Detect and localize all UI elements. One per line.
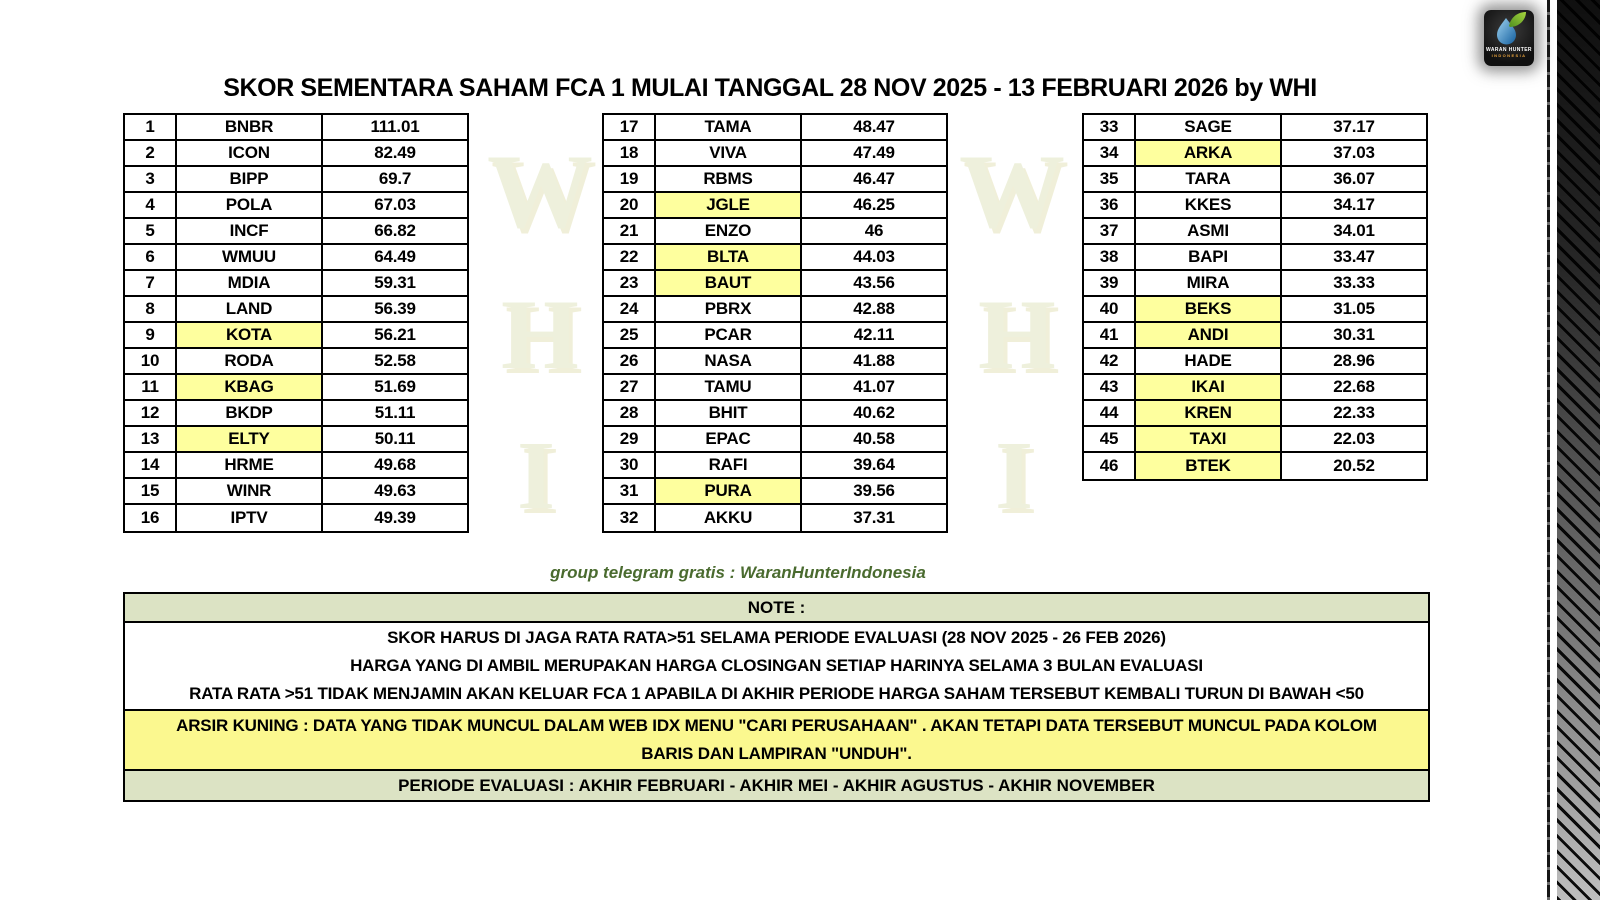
rank-cell: 42 bbox=[1084, 349, 1136, 373]
ticker-cell: ENZO bbox=[656, 219, 802, 243]
table-row bbox=[1084, 141, 1426, 167]
ticker-cell: ELTY bbox=[177, 427, 323, 451]
score-cell: 31.05 bbox=[1282, 297, 1426, 321]
rank-cell: 34 bbox=[1084, 141, 1136, 165]
ticker-cell: PCAR bbox=[656, 323, 802, 347]
note-yellow-block bbox=[125, 711, 1428, 771]
rank-cell: 7 bbox=[125, 271, 177, 295]
table-row bbox=[1084, 401, 1426, 427]
watermark-letter-h: H bbox=[978, 279, 1056, 390]
rank-cell: 36 bbox=[1084, 193, 1136, 217]
score-cell: 34.01 bbox=[1282, 219, 1426, 243]
note-yellow-line-2: BARIS DAN LAMPIRAN "UNDUH". bbox=[641, 744, 912, 763]
ticker-cell: BIPP bbox=[177, 167, 323, 191]
rank-cell: 41 bbox=[1084, 323, 1136, 347]
score-table-ranks-17-32 bbox=[602, 113, 948, 533]
ticker-cell: EPAC bbox=[656, 427, 802, 451]
score-cell: 22.33 bbox=[1282, 401, 1426, 425]
score-cell: 39.56 bbox=[802, 479, 946, 503]
score-cell: 56.39 bbox=[323, 297, 467, 321]
rank-cell: 23 bbox=[604, 271, 656, 295]
carbon-fiber-edge-strip bbox=[1557, 0, 1600, 900]
ticker-cell: KBAG bbox=[177, 375, 323, 399]
note-line-1: SKOR HARUS DI JAGA RATA RATA>51 SELAMA PERIODE EVALUASI (28 NOV 2025 - 26 FEB 2026) bbox=[387, 628, 1166, 647]
ticker-cell: TARA bbox=[1136, 167, 1282, 191]
rank-cell: 37 bbox=[1084, 219, 1136, 243]
table-row bbox=[125, 141, 467, 167]
watermark-letter-w: W bbox=[487, 133, 593, 250]
table-row bbox=[604, 297, 946, 323]
ticker-cell: PURA bbox=[656, 479, 802, 503]
page-title: SKOR SEMENTARA SAHAM FCA 1 MULAI TANGGAL 28 NOV 2025 - 13 FEBRUARI 2026 by WHI bbox=[223, 74, 1317, 102]
ticker-cell: BHIT bbox=[656, 401, 802, 425]
rank-cell: 14 bbox=[125, 453, 177, 477]
score-cell: 41.07 bbox=[802, 375, 946, 399]
table-row bbox=[1084, 297, 1426, 323]
dashed-divider-line bbox=[1547, 0, 1550, 900]
rank-cell: 35 bbox=[1084, 167, 1136, 191]
watermark-letter-i: I bbox=[995, 422, 1034, 530]
table-row bbox=[604, 375, 946, 401]
ticker-cell: WINR bbox=[177, 479, 323, 503]
ticker-cell: RODA bbox=[177, 349, 323, 373]
rank-cell: 22 bbox=[604, 245, 656, 269]
note-yellow-line-1: ARSIR KUNING : DATA YANG TIDAK MUNCUL DALAM WEB IDX MENU "CARI PERUSAHAAN" . AKAN TETAPI DATA TERSEBUT MUNCUL PADA KOLOM bbox=[176, 716, 1377, 735]
ticker-cell: LAND bbox=[177, 297, 323, 321]
ticker-cell: BKDP bbox=[177, 401, 323, 425]
rank-cell: 1 bbox=[125, 115, 177, 139]
score-cell: 82.49 bbox=[323, 141, 467, 165]
table-row bbox=[125, 115, 467, 141]
table-row bbox=[125, 427, 467, 453]
score-table-ranks-1-16 bbox=[123, 113, 469, 533]
table-row bbox=[125, 167, 467, 193]
table-row bbox=[125, 349, 467, 375]
table-row bbox=[604, 271, 946, 297]
score-cell: 39.64 bbox=[802, 453, 946, 477]
table-row bbox=[604, 453, 946, 479]
score-cell: 49.68 bbox=[323, 453, 467, 477]
ticker-cell: TAMA bbox=[656, 115, 802, 139]
table-row bbox=[1084, 323, 1426, 349]
rank-cell: 20 bbox=[604, 193, 656, 217]
ticker-cell: ANDI bbox=[1136, 323, 1282, 347]
table-row bbox=[125, 245, 467, 271]
rank-cell: 45 bbox=[1084, 427, 1136, 451]
table-row bbox=[604, 115, 946, 141]
rank-cell: 19 bbox=[604, 167, 656, 191]
rank-cell: 5 bbox=[125, 219, 177, 243]
score-cell: 49.39 bbox=[323, 505, 467, 531]
table-row bbox=[604, 401, 946, 427]
score-cell: 47.49 bbox=[802, 141, 946, 165]
ticker-cell: RBMS bbox=[656, 167, 802, 191]
ticker-cell: BAUT bbox=[656, 271, 802, 295]
rank-cell: 33 bbox=[1084, 115, 1136, 139]
watermark-letter-h: H bbox=[501, 279, 579, 390]
score-cell: 59.31 bbox=[323, 271, 467, 295]
rank-cell: 12 bbox=[125, 401, 177, 425]
note-footer-periode: PERIODE EVALUASI : AKHIR FEBRUARI - AKHIR MEI - AKHIR AGUSTUS - AKHIR NOVEMBER bbox=[125, 771, 1428, 800]
score-cell: 37.31 bbox=[802, 505, 946, 531]
rank-cell: 18 bbox=[604, 141, 656, 165]
ticker-cell: JGLE bbox=[656, 193, 802, 217]
ticker-cell: BLTA bbox=[656, 245, 802, 269]
watermark-letter-w: W bbox=[959, 133, 1065, 250]
score-table-ranks-33-46 bbox=[1082, 113, 1428, 481]
table-row bbox=[125, 219, 467, 245]
score-cell: 37.17 bbox=[1282, 115, 1426, 139]
table-row bbox=[1084, 427, 1426, 453]
score-cell: 20.52 bbox=[1282, 453, 1426, 479]
table-row bbox=[604, 427, 946, 453]
table-row bbox=[125, 323, 467, 349]
rank-cell: 28 bbox=[604, 401, 656, 425]
rank-cell: 8 bbox=[125, 297, 177, 321]
rank-cell: 39 bbox=[1084, 271, 1136, 295]
ticker-cell: KKES bbox=[1136, 193, 1282, 217]
score-cell: 111.01 bbox=[323, 115, 467, 139]
score-cell: 67.03 bbox=[323, 193, 467, 217]
table-row bbox=[125, 453, 467, 479]
table-row bbox=[604, 245, 946, 271]
table-row bbox=[125, 271, 467, 297]
ticker-cell: INCF bbox=[177, 219, 323, 243]
ticker-cell: VIVA bbox=[656, 141, 802, 165]
score-cell: 37.03 bbox=[1282, 141, 1426, 165]
ticker-cell: IPTV bbox=[177, 505, 323, 531]
telegram-group-line: group telegram gratis : WaranHunterIndonesia bbox=[550, 563, 926, 582]
rank-cell: 44 bbox=[1084, 401, 1136, 425]
waran-hunter-indonesia-logo bbox=[1484, 10, 1534, 66]
table-row bbox=[1084, 167, 1426, 193]
rank-cell: 17 bbox=[604, 115, 656, 139]
ticker-cell: MIRA bbox=[1136, 271, 1282, 295]
rank-cell: 10 bbox=[125, 349, 177, 373]
rank-cell: 43 bbox=[1084, 375, 1136, 399]
score-cell: 30.31 bbox=[1282, 323, 1426, 347]
table-row bbox=[604, 323, 946, 349]
ticker-cell: MDIA bbox=[177, 271, 323, 295]
score-cell: 64.49 bbox=[323, 245, 467, 269]
table-row bbox=[125, 479, 467, 505]
ticker-cell: RAFI bbox=[656, 453, 802, 477]
ticker-cell: ASMI bbox=[1136, 219, 1282, 243]
table-row bbox=[604, 479, 946, 505]
ticker-cell: AKKU bbox=[656, 505, 802, 531]
score-cell: 43.56 bbox=[802, 271, 946, 295]
ticker-cell: ARKA bbox=[1136, 141, 1282, 165]
rank-cell: 40 bbox=[1084, 297, 1136, 321]
ticker-cell: BAPI bbox=[1136, 245, 1282, 269]
table-row bbox=[125, 193, 467, 219]
ticker-cell: BEKS bbox=[1136, 297, 1282, 321]
rank-cell: 38 bbox=[1084, 245, 1136, 269]
table-row bbox=[1084, 245, 1426, 271]
table-row bbox=[125, 505, 467, 531]
logo-text-line2: INDONESIA bbox=[1491, 53, 1527, 58]
rank-cell: 26 bbox=[604, 349, 656, 373]
watermark-letter-i: I bbox=[517, 422, 556, 530]
rank-cell: 30 bbox=[604, 453, 656, 477]
rank-cell: 25 bbox=[604, 323, 656, 347]
rank-cell: 32 bbox=[604, 505, 656, 531]
score-cell: 40.62 bbox=[802, 401, 946, 425]
table-row bbox=[125, 401, 467, 427]
score-cell: 44.03 bbox=[802, 245, 946, 269]
ticker-cell: TAXI bbox=[1136, 427, 1282, 451]
table-row bbox=[604, 193, 946, 219]
rank-cell: 16 bbox=[125, 505, 177, 531]
score-cell: 69.7 bbox=[323, 167, 467, 191]
table-row bbox=[1084, 193, 1426, 219]
rank-cell: 15 bbox=[125, 479, 177, 503]
rank-cell: 29 bbox=[604, 427, 656, 451]
score-cell: 33.33 bbox=[1282, 271, 1426, 295]
table-row bbox=[1084, 115, 1426, 141]
score-cell: 50.11 bbox=[323, 427, 467, 451]
score-cell: 28.96 bbox=[1282, 349, 1426, 373]
ticker-cell: WMUU bbox=[177, 245, 323, 269]
note-header: NOTE : bbox=[125, 594, 1428, 623]
rank-cell: 6 bbox=[125, 245, 177, 269]
score-cell: 22.68 bbox=[1282, 375, 1426, 399]
rank-cell: 3 bbox=[125, 167, 177, 191]
note-line-2: HARGA YANG DI AMBIL MERUPAKAN HARGA CLOSINGAN SETIAP HARINYA SELAMA 3 BULAN EVALUASI bbox=[350, 656, 1203, 675]
table-row bbox=[604, 505, 946, 531]
ticker-cell: BNBR bbox=[177, 115, 323, 139]
rank-cell: 9 bbox=[125, 323, 177, 347]
rank-cell: 21 bbox=[604, 219, 656, 243]
table-row bbox=[1084, 349, 1426, 375]
score-cell: 66.82 bbox=[323, 219, 467, 243]
score-cell: 40.58 bbox=[802, 427, 946, 451]
score-cell: 22.03 bbox=[1282, 427, 1426, 451]
note-line-3: RATA RATA >51 TIDAK MENJAMIN AKAN KELUAR FCA 1 APABILA DI AKHIR PERIODE HARGA SAHAM TERSEBUT KEMBALI TURUN DI BAWAH <50 bbox=[189, 684, 1364, 703]
score-cell: 48.47 bbox=[802, 115, 946, 139]
ticker-cell: KOTA bbox=[177, 323, 323, 347]
table-row bbox=[1084, 271, 1426, 297]
table-row bbox=[604, 349, 946, 375]
score-cell: 51.11 bbox=[323, 401, 467, 425]
rank-cell: 27 bbox=[604, 375, 656, 399]
table-row bbox=[1084, 453, 1426, 479]
ticker-cell: TAMU bbox=[656, 375, 802, 399]
logo-text-line1: WARAN HUNTER bbox=[1486, 47, 1532, 53]
table-row bbox=[125, 297, 467, 323]
rank-cell: 13 bbox=[125, 427, 177, 451]
score-cell: 41.88 bbox=[802, 349, 946, 373]
rank-cell: 11 bbox=[125, 375, 177, 399]
score-cell: 49.63 bbox=[323, 479, 467, 503]
rank-cell: 31 bbox=[604, 479, 656, 503]
ticker-cell: HRME bbox=[177, 453, 323, 477]
table-row bbox=[1084, 219, 1426, 245]
note-box bbox=[123, 592, 1430, 802]
ticker-cell: ICON bbox=[177, 141, 323, 165]
waterdrop-leaf-icon bbox=[1487, 10, 1531, 48]
score-cell: 33.47 bbox=[1282, 245, 1426, 269]
score-cell: 46.25 bbox=[802, 193, 946, 217]
score-cell: 46 bbox=[802, 219, 946, 243]
score-cell: 36.07 bbox=[1282, 167, 1426, 191]
table-row bbox=[1084, 375, 1426, 401]
table-row bbox=[604, 219, 946, 245]
score-cell: 46.47 bbox=[802, 167, 946, 191]
score-cell: 56.21 bbox=[323, 323, 467, 347]
ticker-cell: IKAI bbox=[1136, 375, 1282, 399]
table-row bbox=[604, 141, 946, 167]
ticker-cell: BTEK bbox=[1136, 453, 1282, 479]
score-cell: 42.88 bbox=[802, 297, 946, 321]
ticker-cell: PBRX bbox=[656, 297, 802, 321]
ticker-cell: HADE bbox=[1136, 349, 1282, 373]
ticker-cell: SAGE bbox=[1136, 115, 1282, 139]
score-cell: 51.69 bbox=[323, 375, 467, 399]
table-row bbox=[604, 167, 946, 193]
ticker-cell: POLA bbox=[177, 193, 323, 217]
ticker-cell: NASA bbox=[656, 349, 802, 373]
score-cell: 42.11 bbox=[802, 323, 946, 347]
rank-cell: 46 bbox=[1084, 453, 1136, 479]
rank-cell: 2 bbox=[125, 141, 177, 165]
rank-cell: 24 bbox=[604, 297, 656, 321]
note-body bbox=[125, 623, 1428, 711]
ticker-cell: KREN bbox=[1136, 401, 1282, 425]
score-cell: 52.58 bbox=[323, 349, 467, 373]
score-cell: 34.17 bbox=[1282, 193, 1426, 217]
rank-cell: 4 bbox=[125, 193, 177, 217]
table-row bbox=[125, 375, 467, 401]
